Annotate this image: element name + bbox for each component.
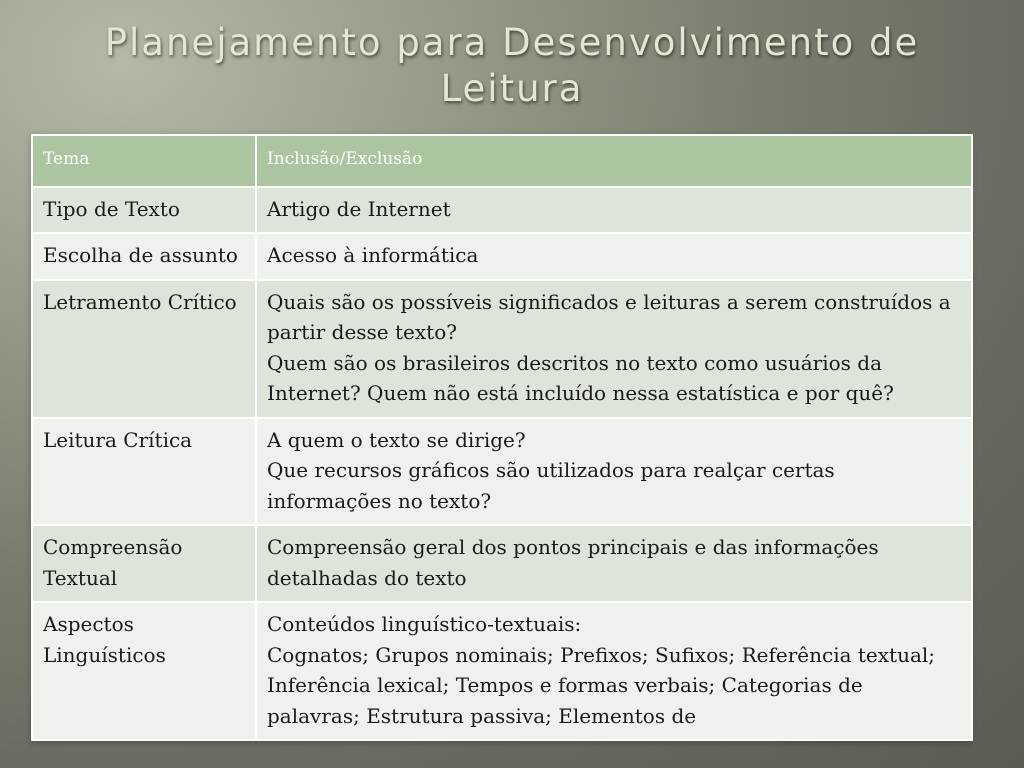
row-content-cell bbox=[256, 418, 972, 526]
row-tema-cell: Letramento Crítico bbox=[32, 280, 256, 418]
table-row bbox=[32, 187, 972, 234]
row-tema-cell: Escolha de assunto bbox=[32, 233, 256, 280]
row-content-cell bbox=[256, 525, 972, 602]
table-row bbox=[32, 602, 972, 740]
header-tema: Tema bbox=[32, 135, 256, 187]
slide-title bbox=[60, 20, 964, 112]
table-header-row bbox=[32, 135, 972, 187]
row-content-cell bbox=[256, 602, 972, 740]
content-paragraph: Quais são os possíveis significados e leituras a serem construídos a partir desse texto? bbox=[267, 289, 951, 344]
content-paragraph: Artigo de Internet bbox=[267, 196, 451, 221]
row-content-cell bbox=[256, 233, 972, 280]
row-content-cell bbox=[256, 187, 972, 234]
planning-table bbox=[31, 134, 971, 741]
slide-title-line-1: Planejamento para Desenvolvimento de bbox=[104, 21, 920, 64]
content-paragraph: Compreensão geral dos pontos principais e das informações detalhadas do texto bbox=[267, 535, 879, 590]
table-row bbox=[32, 525, 972, 602]
content-paragraph: Conteúdos linguístico-textuais: bbox=[267, 612, 582, 636]
row-content-cell bbox=[256, 280, 972, 418]
row-tema-cell: Aspectos Linguísticos bbox=[32, 602, 256, 740]
content-paragraph: Que recursos gráficos são utilizados para realçar certas informações no texto? bbox=[267, 458, 835, 513]
table-row bbox=[32, 280, 972, 418]
content-paragraph: Quem são os brasileiros descritos no texto como usuários da Internet? Quem não está incluído nessa estatística e por quê? bbox=[267, 350, 894, 405]
content-paragraph: Cognatos; Grupos nominais; Prefixos; Sufixos; Referência textual; Inferência lexical; Tempos e formas verbais; Categorias de palavras; Estrutura passiva; Elementos de bbox=[267, 642, 936, 728]
table-row bbox=[32, 233, 972, 280]
header-inclusao-exclusao: Inclusão/Exclusão bbox=[256, 135, 972, 187]
content-paragraph: A quem o texto se dirige? bbox=[267, 427, 526, 452]
row-tema-cell: Leitura Crítica bbox=[32, 418, 256, 526]
slide-title-line-2: Leitura bbox=[440, 67, 584, 110]
content-paragraph: Acesso à informática bbox=[267, 243, 479, 267]
row-tema-cell: Tipo de Texto bbox=[32, 187, 256, 234]
row-tema-cell: Compreensão Textual bbox=[32, 525, 256, 602]
table-row bbox=[32, 418, 972, 526]
